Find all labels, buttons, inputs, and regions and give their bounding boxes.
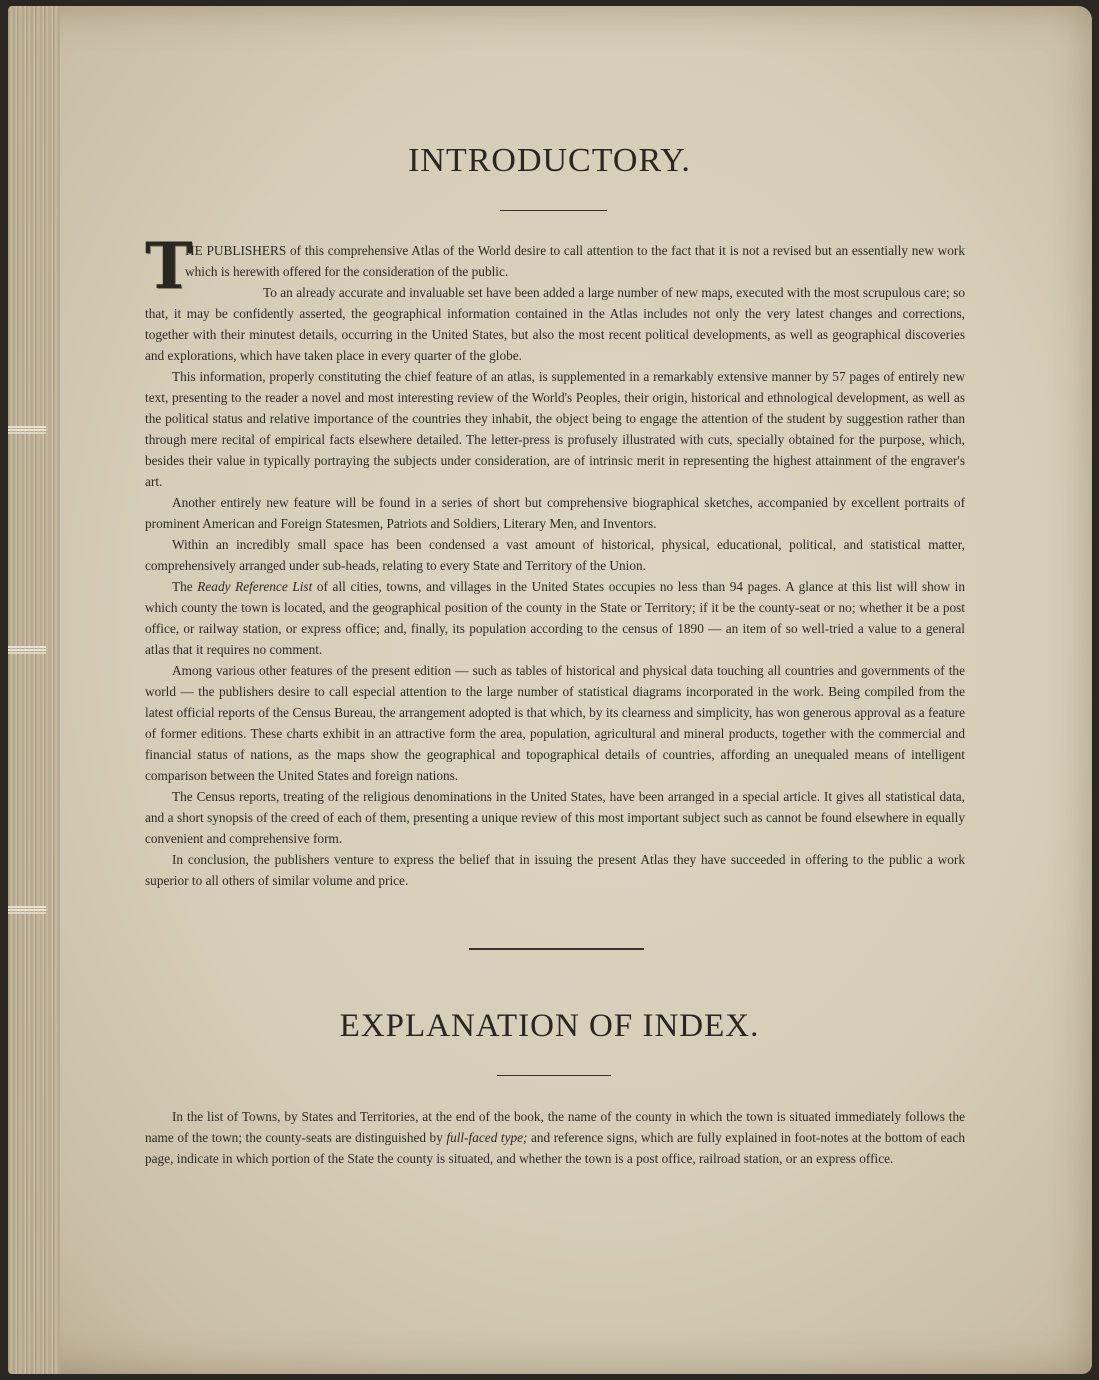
paragraph: This information, properly constituting the chief feature of an atlas, is supplemented in a remarkably extensive manner by 57 pages of entirely new text, presenting to the reader a novel and most interesting review of the World's Peoples, their origin, historical and ethnological development, as well as the political status and relative importance of the countries they inhabit, the object being to engage the attention of the student by suggestion rather than through mere recital of empirical facts elsewhere detailed. The letter-press is profusely illustrated with cuts, specially obtained for the purpose, which, besides their value in typically portraying the subjects under consideration, are of intrinsic merit in representing the highest attainment of the engraver's art. bbox=[145, 369, 965, 489]
explanation-heading: EXPLANATION OF INDEX. bbox=[339, 1008, 760, 1044]
binding-thread bbox=[8, 646, 46, 648]
paragraph: Another entirely new feature will be found in a series of short but comprehensive biographical sketches, accompanied by excellent portraits of prominent American and Foreign Statesmen, Patriots and Soldiers, Literary Men, and Inventors. bbox=[145, 495, 965, 531]
section-divider bbox=[469, 948, 644, 950]
paragraph bbox=[145, 229, 965, 304]
paragraph bbox=[145, 576, 965, 660]
introductory-body bbox=[145, 229, 965, 891]
paragraph: To an already accurate and invaluable set have been added a large number of new maps, executed with the most scrupulous care; so that, it may be confidently asserted, the geographical information contained in the Atlas includes not only the very latest changes and corrections, together with their minutest details, occurring in the United States, but also the most recent political developments, as well as geographical discoveries and explorations, which have taken place in every quarter of the globe. bbox=[145, 285, 965, 363]
paragraph-text: and reference signs, which are fully explained in foot-notes at the bottom of each page, indicate in which portion of the State the county is situated, and whether the town is a post office, railroad station, or an express office. bbox=[145, 1130, 966, 1166]
paragraph: Among various other features of the present edition — such as tables of historical and physical data touching all countries and governments of the world — the publishers desire to call especial attention to the large number of statistical diagrams incorporated in the work. Being compiled from the latest official reports of the Census Bureau, the arrangement adopted is that which, by its clearness and simplicity, has won generous approval as a feature of former editions. These charts exhibit in an attractive form the area, population, agricultural and mineral products, together with the commercial and financial status of nations, as the maps show the geographical and topographical details of countries, affording an unequaled means of intelligent comparison between the United States and foreign nations. bbox=[145, 663, 965, 783]
paragraph-text: The bbox=[172, 579, 198, 594]
book-binding bbox=[8, 6, 60, 1374]
emphasis-text: full-faced type; bbox=[446, 1130, 528, 1145]
paragraph-text: of all cities, towns, and villages in the United States occupies no less than 94 pages. A glance at this list will show in which county the town is located, and the geographical position of the county in the State or Territory; if it be the county-seat or no; whether it be a post office, or railway station, or express office; and, finally, its population according to the census of 1890 — an item of so well-tried a value to a general atlas that it requires no comment. bbox=[145, 579, 965, 657]
binding-thread bbox=[8, 426, 46, 428]
binding-thread bbox=[8, 906, 46, 908]
paragraph: In conclusion, the publishers venture to express the belief that in issuing the present Atlas they have succeeded in offering to the public a work superior to all others of similar volume and price. bbox=[145, 852, 965, 888]
paragraph-text: HE PUBLISHERS of this comprehensive Atlas of the World desire to call attention to the fact that it is not a revised but an essentially new work which is herewith offered for the consideration of the public. bbox=[185, 243, 965, 279]
paragraph: The Census reports, treating of the religious denominations in the United States, have been arranged in a special article. It gives all statistical data, and a short synopsis of the creed of each of them, presenting a unique review of this most important subject such as cannot be found elsewhere in equally convenient and comprehensive form. bbox=[145, 789, 965, 846]
heading-rule bbox=[497, 1075, 611, 1076]
drop-cap: T bbox=[145, 229, 193, 304]
paragraph-text: In the list of Towns, by States and Territories, at the end of the book, the name of the county in which the town is situated immediately follows the name of the town; the county-seats are distinguished by bbox=[145, 1109, 965, 1145]
paragraph: Within an incredibly small space has been condensed a vast amount of historical, physical, educational, political, and statistical matter, comprehensively arranged under sub-heads, relating to every State and Territory of the Union. bbox=[145, 537, 965, 573]
introductory-heading: INTRODUCTORY. bbox=[408, 142, 691, 179]
heading-rule bbox=[500, 210, 607, 211]
emphasis-text: Ready Reference List bbox=[197, 579, 313, 594]
explanation-body bbox=[145, 1106, 965, 1169]
paragraph bbox=[145, 1106, 965, 1169]
